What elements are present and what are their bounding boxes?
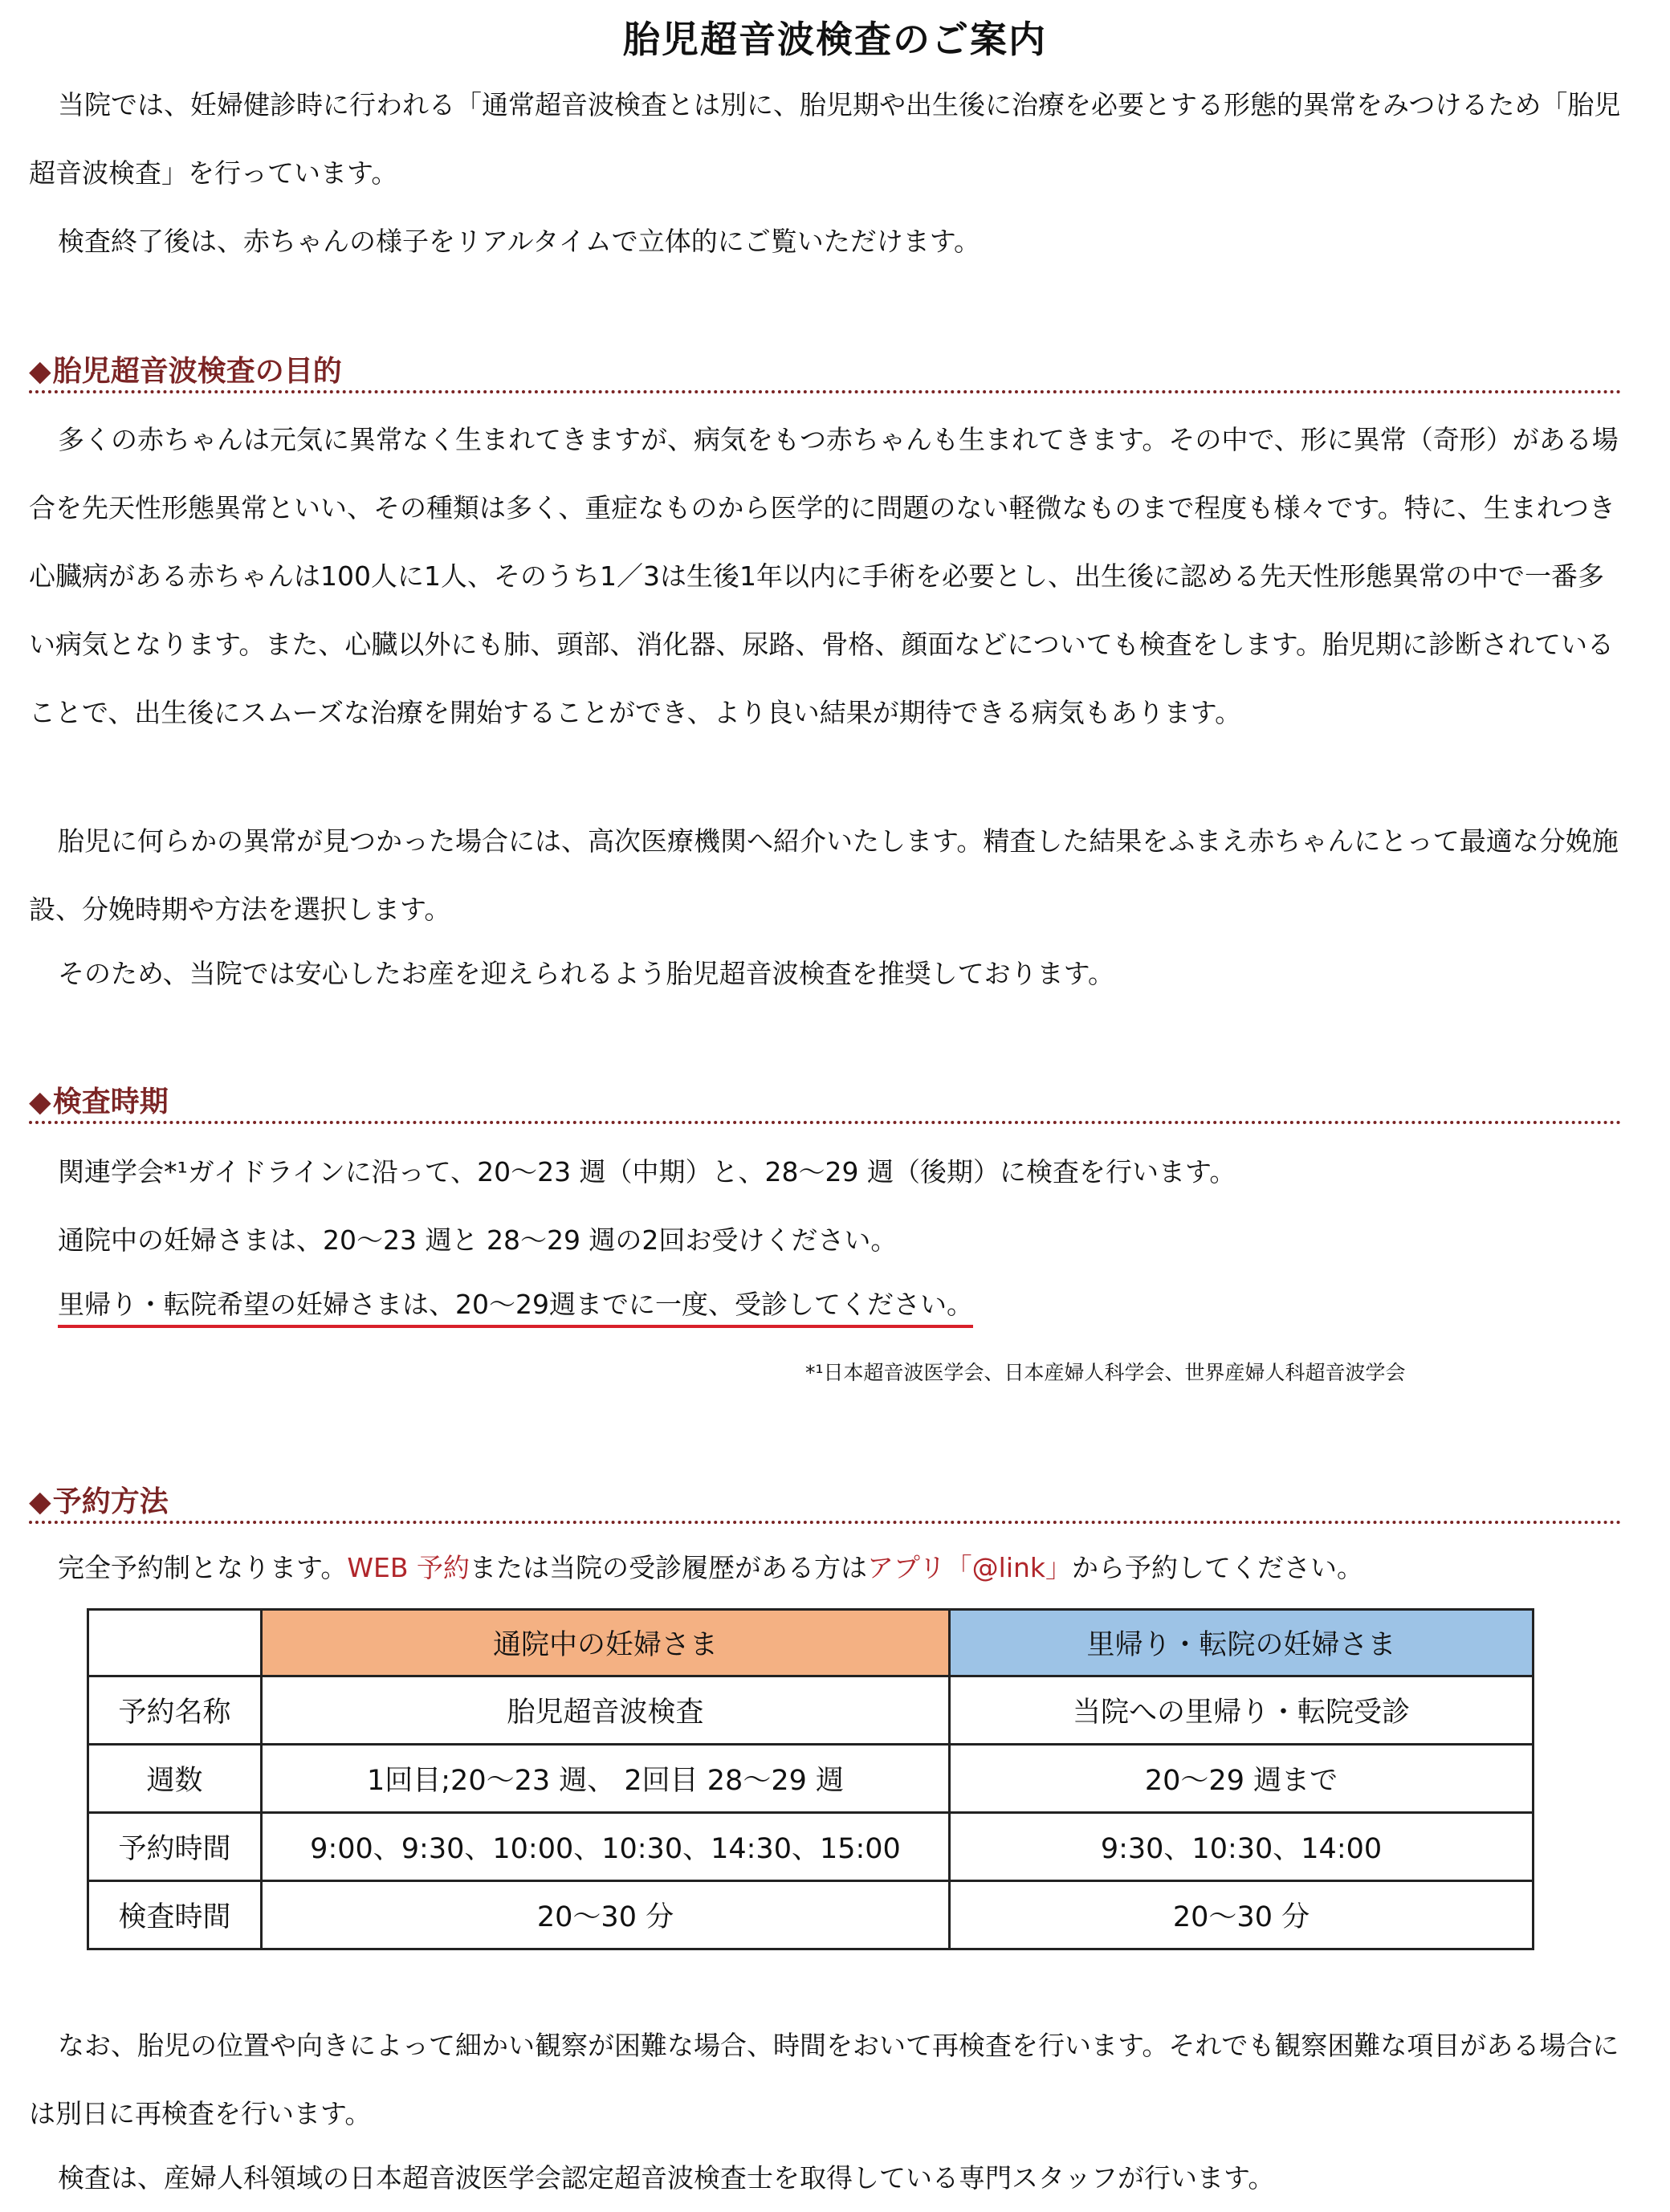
table-row: [88, 1813, 1534, 1881]
table-header-cell: 里帰り・転院の妊婦さま: [950, 1610, 1534, 1676]
table-row: [88, 1745, 1534, 1813]
section-heading-timing: [29, 1084, 1622, 1124]
table-header-row: [88, 1610, 1534, 1676]
table-cell: 9:30、10:30、14:00: [950, 1813, 1534, 1881]
table-cell: 予約名称: [88, 1676, 262, 1745]
table-header-cell: [88, 1610, 262, 1676]
closing-paragraph-1: なお、胎児の位置や向きによって細かい観察が困難な場合、時間をおいて再検査を行います。それでも観察困難な項目がある場合には別日に再検査を行います。: [29, 2030, 1619, 2129]
web-reservation-link[interactable]: WEB 予約: [347, 1552, 470, 1583]
reservation-table: [87, 1608, 1534, 1950]
table-cell: 20～29 週まで: [950, 1745, 1534, 1813]
section-heading-text: 予約方法: [52, 1485, 169, 1518]
closing-paragraph-2: 検査は、産婦人科領域の日本超音波医学会認定超音波検査士を取得している専門スタッフが行います。: [58, 2162, 1275, 2194]
table-cell: 20～30 分: [950, 1881, 1534, 1949]
page-title: 胎児超音波検査のご案内: [623, 18, 1047, 61]
section-heading-purpose: [29, 353, 1622, 393]
section-heading-text: 胎児超音波検査の目的: [52, 355, 342, 388]
reservation-intro-text: または当院の受診履歴がある方は: [469, 1552, 867, 1583]
reservation-intro-text: 完全予約制となります。: [58, 1552, 348, 1583]
intro-paragraph-2: 検査終了後は、赤ちゃんの様子をリアルタイムで立体的にご覧いただけます。: [58, 226, 981, 257]
diamond-bullet-icon: ◆: [29, 1086, 51, 1118]
purpose-paragraph-3: そのため、当院では安心したお産を迎えられるよう胎児超音波検査を推奨しております。: [58, 958, 1115, 989]
timing-line-3-text: 里帰り・転院希望の妊婦さまは、20～29週までに一度、受診してください。: [58, 1289, 973, 1328]
section-heading-reservation: [29, 1484, 1622, 1524]
table-cell: 胎児超音波検査: [262, 1676, 950, 1745]
table-cell: 当院への里帰り・転院受診: [950, 1676, 1534, 1745]
timing-line-2: 通院中の妊婦さまは、20～23 週と 28～29 週の2回お受けください。: [58, 1224, 898, 1256]
table-row: [88, 1676, 1534, 1745]
table-cell: 検査時間: [88, 1881, 262, 1949]
timing-line-1: 関連学会*¹ガイドラインに沿って、20～23 週（中期）と、28～29 週（後期）に検査を行います。: [58, 1156, 1236, 1187]
purpose-paragraph-1: 多くの赤ちゃんは元気に異常なく生まれてきますが、病気をもつ赤ちゃんも生まれてきます。その中で、形に異常（奇形）がある場合を先天性形態異常といい、その種類は多く、重症なものから医学的に問題のない軽微なものまで程度も様々です。特に、生まれつき心臓病がある赤ちゃんは100人に1人、そのうち1／3は生後1年以内に手術を必要とし、出生後に認める先天性形態異常の中で一番多い病気となります。また、心臓以外にも肺、頭部、消化器、尿路、骨格、顔面などについても検査をします。胎児期に診断されていることで、出生後にスムーズな治療を開始することができ、より良い結果が期待できる病気もあります。: [29, 424, 1619, 728]
table-cell: 20～30 分: [262, 1881, 950, 1949]
reservation-intro-text: から予約してください。: [1072, 1552, 1364, 1583]
table-cell: 週数: [88, 1745, 262, 1813]
reservation-intro: [58, 1548, 1363, 1588]
table-cell: 1回目;20～23 週、 2回目 28～29 週: [262, 1745, 950, 1813]
diamond-bullet-icon: ◆: [29, 1485, 51, 1518]
app-link[interactable]: アプリ「@link」: [866, 1552, 1073, 1583]
purpose-paragraph-2: 胎児に何らかの異常が見つかった場合には、高次医療機関へ紹介いたします。精査した結果をふまえ赤ちゃんにとって最適な分娩施設、分娩時期や方法を選択します。: [29, 825, 1619, 925]
table-cell: 9:00、9:30、10:00、10:30、14:30、15:00: [262, 1813, 950, 1881]
section-heading-text: 検査時期: [52, 1086, 169, 1118]
intro-paragraph-1: 当院では、妊婦健診時に行われる「通常超音波検査とは別に、胎児期や出生後に治療を必要とする形態的異常をみつけるため「胎児超音波検査」を行っています。: [29, 89, 1621, 189]
timing-line-3: [58, 1285, 973, 1325]
diamond-bullet-icon: ◆: [29, 355, 51, 388]
footnote: *¹日本超音波医学会、日本産婦人科学会、世界産婦人科超音波学会: [805, 1361, 1406, 1384]
table-header-cell: 通院中の妊婦さま: [262, 1610, 950, 1676]
table-row: [88, 1881, 1534, 1949]
table-cell: 予約時間: [88, 1813, 262, 1881]
